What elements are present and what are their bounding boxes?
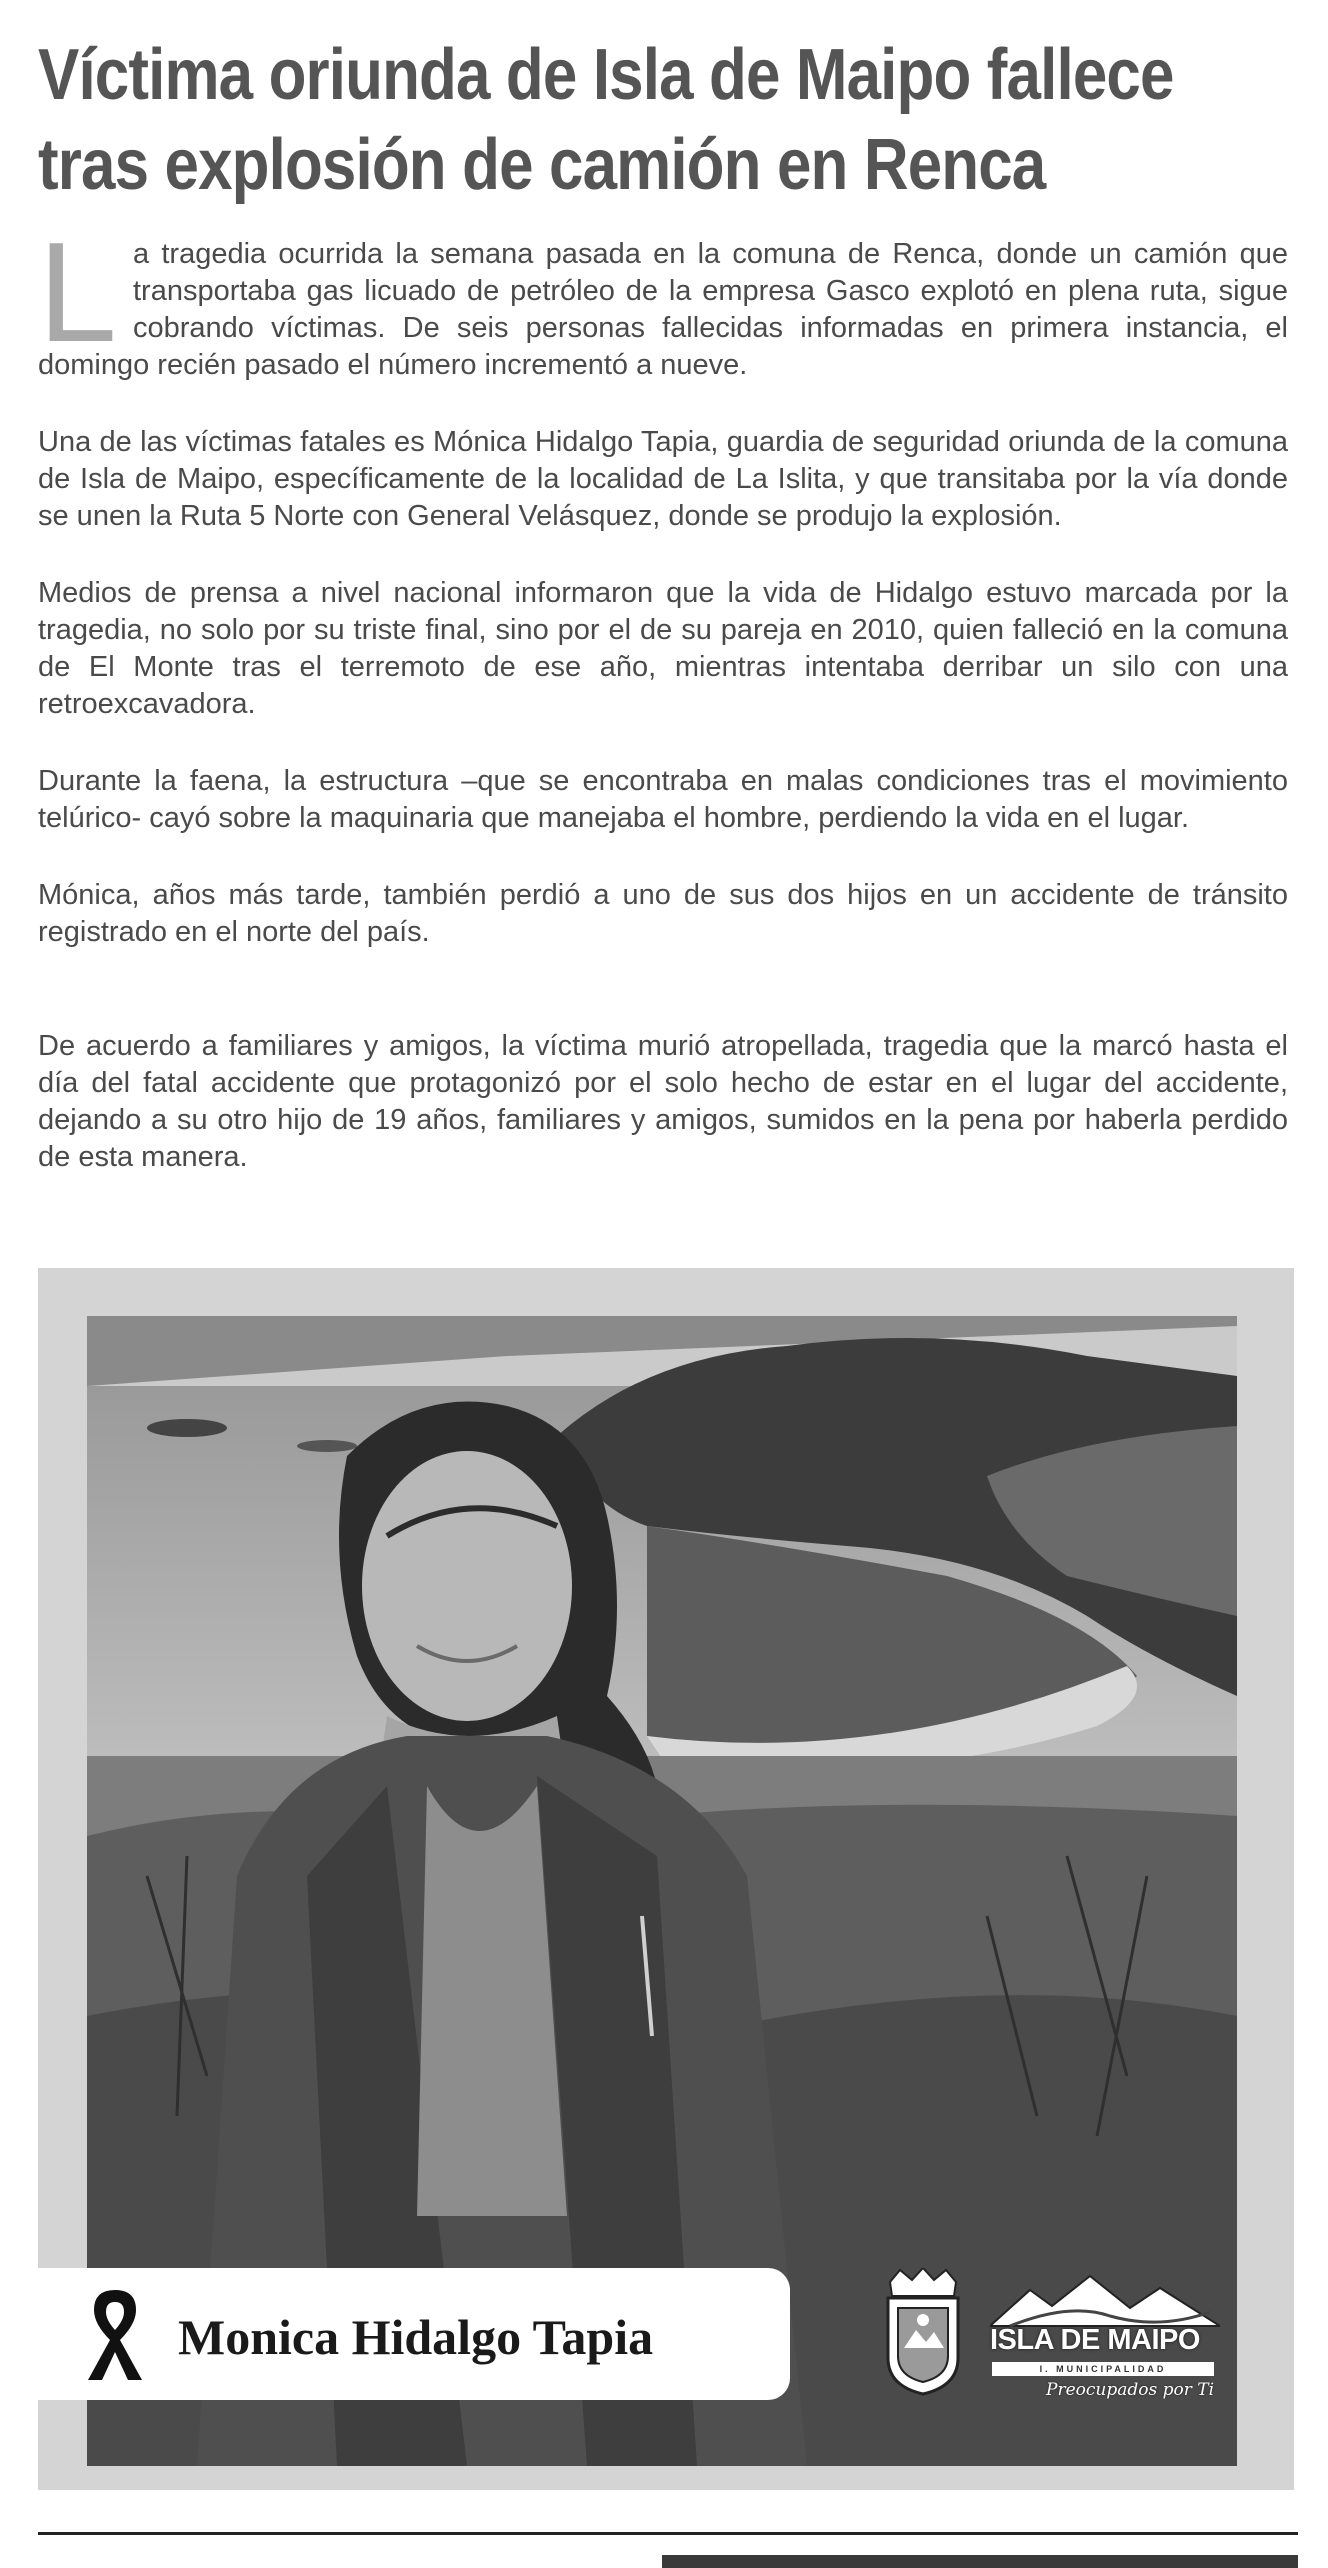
drop-cap: L [38,213,117,372]
isla-de-maipo-logo [990,2272,1220,2402]
paragraph-1 [38,213,1288,384]
brand-name: ISLA DE MAIPO [990,2324,1200,2356]
mourning-ribbon-icon [80,2286,150,2386]
paragraph-3: Medios de prensa a nivel nacional informaron que la vida de Hidalgo estuvo marcada por la tragedia, no solo por su triste final, sino por el de su pareja en 2010, quien falleció en la comuna de El Monte tras el terremoto de ese año, mientras intentaba derribar un silo con una retroexcavadora. [38,577,1288,720]
page-divider [38,2532,1298,2535]
paragraph-4: Durante la faena, la estructura –que se encontraba en malas condiciones tras el movimiento telúrico- cayó sobre la maquinaria que manejaba el hombre, perdiendo la vida en el lugar. [38,765,1288,834]
article-body [38,213,1288,1216]
next-article-photo-edge [662,2555,1298,2568]
paragraph-5: Mónica, años más tarde, también perdió a uno de sus dos hijos en un accidente de tránsito registrado en el norte del país. [38,879,1288,948]
photo-frame [38,1268,1294,2490]
brand-subtitle: I. MUNICIPALIDAD [992,2362,1214,2376]
brand-slogan: Preocupados por Ti [1046,2380,1215,2400]
caption-bar [38,2268,790,2400]
paragraph-1-text: a tragedia ocurrida la semana pasada en la comuna de Renca, donde un camión que transportaba gas licuado de petróleo de la empresa Gasco explotó en plena ruta, sigue cobrando víctimas. De seis personas fallecidas informadas en primera instancia, el domingo recién pasado el número incrementó a nueve. [38,238,1288,381]
headline-line-1: Víctima oriunda de Isla de Maipo fallece [38,35,1174,115]
caption-name: Monica Hidalgo Tapia [178,2309,654,2365]
headline-line-2: tras explosión de camión en Renca [38,125,1046,205]
mountains-icon [990,2272,1220,2328]
article-headline [38,30,1298,210]
municipal-crest-icon [878,2268,968,2398]
paragraph-6: De acuerdo a familiares y amigos, la víctima murió atropellada, tragedia que la marcó hasta el día del fatal accidente que protagonizó por el solo hecho de estar en el lugar del accidente, dejando a su otro hijo de 19 años, familiares y amigos, sumidos en la pena por haberla perdido de esta manera. [38,1030,1288,1173]
paragraph-2: Una de las víctimas fatales es Mónica Hidalgo Tapia, guardia de seguridad oriunda de la comuna de Isla de Maipo, específicamente de la localidad de La Islita, y que transitaba por la vía donde se unen la Ruta 5 Norte con General Velásquez, donde se produjo la explosión. [38,426,1288,532]
